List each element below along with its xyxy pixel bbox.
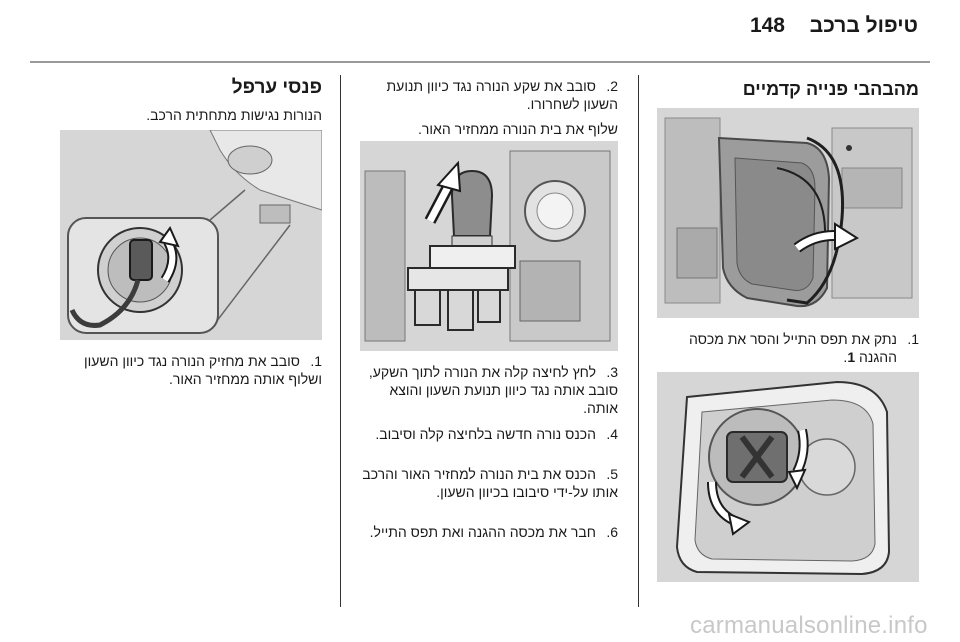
header-divider <box>30 61 930 63</box>
step-mid-2-sub: שלוף את בית הנורה ממחזיר האור. <box>418 121 618 137</box>
heading-front-turn-signals: מהבהבי פנייה קדמיים <box>742 79 919 99</box>
step-left-1 <box>60 352 322 388</box>
figure-headlamp-cover <box>657 108 919 318</box>
column-divider-left <box>340 75 341 607</box>
step-number: 1. <box>310 353 322 369</box>
step-number: 1. <box>907 331 919 347</box>
step-text-cont <box>657 348 919 366</box>
step-right-1 <box>657 330 919 366</box>
figure-ref-1: 1 <box>847 349 856 365</box>
section-fog-lights <box>60 77 322 99</box>
step-text: חבר את מכסה ההגנה ואת תפס התייל. <box>369 524 596 540</box>
step-mid-4 <box>360 425 618 443</box>
fog-lights-intro: הנורות נגישות מתחתית הרכב. <box>146 107 322 123</box>
step-text: לחץ לחיצה קלה את הנורה לתוך השקע, סובב אותה נגד כיוון תנועת השעון והוצא אותה. <box>368 364 618 416</box>
step-text: הכנס את בית הנורה למחזיר האור והרכב אותו על-ידי סיבובו בכיוון השעון. <box>362 466 618 500</box>
step-mid-5 <box>360 465 618 501</box>
step-text: נתק את תפס התייל והסר את מכסה <box>688 331 897 347</box>
step-number: 2. <box>606 78 618 94</box>
step-number: 6. <box>606 524 618 540</box>
watermark: carmanualsonline.info <box>690 612 928 639</box>
section-heading-front-indicators <box>657 78 919 100</box>
step-mid-6 <box>360 523 618 541</box>
figure-bulb-holder-pull <box>360 141 618 351</box>
step-number: 5. <box>606 466 618 482</box>
column-divider-right <box>638 75 639 607</box>
step-end: . <box>843 349 848 365</box>
figure-bulb-socket-rotate <box>657 372 919 582</box>
step-text: סובב את שקע הנורה נגד כיוון תנועת השעון לשחרורו. <box>386 78 618 112</box>
step-text-cover: ההגנה <box>859 349 897 365</box>
step-mid-3 <box>360 363 618 417</box>
step-text: הכנס נורה חדשה בלחיצה קלה וסיבוב. <box>375 426 596 442</box>
page-header-title: טיפול ברכב <box>809 14 918 37</box>
heading-fog-lights: פנסי ערפל <box>231 77 322 98</box>
step-text: סובב את מחזיק הנורה נגד כיוון השעון ושלוף אותה ממחזיר האור. <box>83 353 322 387</box>
step-number: 4. <box>606 426 618 442</box>
step-mid-2 <box>360 77 618 113</box>
page-number: 148 <box>749 14 785 37</box>
step-number: 3. <box>606 364 618 380</box>
figure-fog-light-holder <box>60 130 322 340</box>
